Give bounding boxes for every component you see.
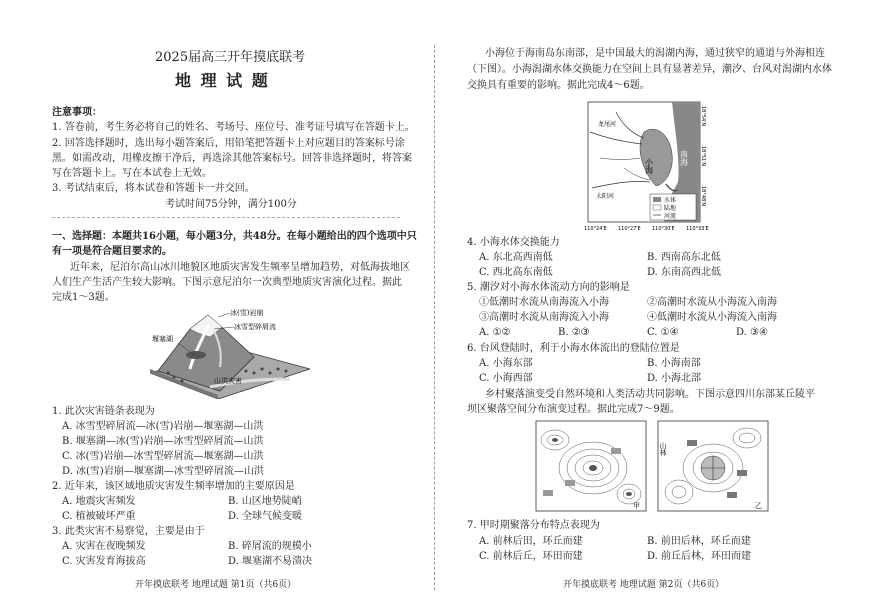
lon-label: 110°24′E: [584, 226, 607, 232]
option[interactable]: A. 小海东部: [479, 358, 533, 369]
option[interactable]: B. 小海南部: [647, 358, 701, 369]
question-stem: 1. 此次灾害链条表现为: [52, 406, 155, 417]
label-forest: 山林: [659, 442, 667, 456]
question-stem: 5. 潮汐对小海水体流动方向的影响是: [467, 282, 630, 293]
question-stem: 3. 此类灾害不易察觉，主要是由于: [52, 526, 205, 537]
option[interactable]: A. 地震灾害频发: [62, 496, 136, 507]
option[interactable]: C. 小海西部: [479, 373, 533, 384]
passage-line: 乡村聚落演变受自然环境和人类活动共同影响。下图示意四川东部某丘陵平: [485, 389, 815, 400]
notice-line: 写在答题卡上。写在本试卷上无效。: [52, 168, 212, 179]
statement: ④低潮时水流从小海流入南海: [647, 312, 777, 323]
lon-label: 110°30′E: [652, 226, 675, 232]
subject-title: 地 理 试 题: [175, 71, 270, 90]
section-heading: 一、选择题：本题共16小题，每小题3分，共48分。在每小题给出的四个选项中只: [52, 231, 417, 242]
lat-label: 18°48′N: [700, 186, 706, 207]
option[interactable]: A. ①②: [479, 327, 511, 338]
notice-heading: 注意事项：: [52, 107, 102, 118]
passage-line: 完成1～3题。: [52, 292, 115, 303]
label-ice-avalanche: 冰(雪)岩崩: [230, 309, 264, 317]
passage-line: 坝区聚落空间分布演变过程。据此完成7～9题。: [467, 404, 680, 415]
notice-line: 黑。如需改动，用橡皮擦干净后，再选涂其他答案标号。回答非选择题时，将答案: [52, 153, 412, 164]
section-heading: 有一项是符合题目要求的。: [52, 246, 172, 257]
settlement-map-b: [657, 420, 769, 512]
option[interactable]: D. 东南高西北低: [647, 267, 722, 278]
option[interactable]: C. 植被破坏严重: [62, 511, 136, 522]
lat-label: 18°51′N: [700, 146, 706, 167]
label-panel-a: 甲: [633, 502, 640, 510]
page-footer: 开年摸底联考 地理试题 第1页（共6页）: [135, 580, 297, 590]
label-ice-debris-flow: 冰雪型碎屑流: [234, 323, 276, 331]
option[interactable]: A. 冰雪型碎屑流—冰(雪)岩崩—堰塞湖—山洪: [62, 421, 264, 432]
statement: ③高潮时水流从南海流入小海: [479, 312, 609, 323]
statement: ②高潮时水流从小海流入南海: [647, 297, 777, 308]
separator: [52, 217, 400, 218]
option[interactable]: B. 堰塞湖—冰(雪)岩崩—冰雪型碎屑流—山洪: [62, 436, 264, 447]
notice-line: 3. 考试结束后，将本试卷和答题卡一并交回。: [52, 183, 255, 194]
option[interactable]: D. 全球气候变暖: [228, 511, 303, 522]
lon-label: 110°33′E: [686, 226, 709, 232]
label-dammed-lake: 堰塞湖: [152, 335, 173, 343]
option[interactable]: A. 前林后田，环丘而建: [479, 536, 583, 547]
option[interactable]: C. ①④: [647, 327, 679, 338]
legend-river: 河流: [664, 213, 677, 220]
question-stem: 6. 台风登陆时，利于小海水体流出的登陆位置是: [467, 343, 680, 354]
question-stem: 7. 甲时期聚落分布特点表现为: [467, 520, 600, 531]
passage-line: 小海位于海南岛东南部，是中国最大的潟湖内海，通过狭窄的通道与外海相连: [485, 48, 825, 59]
label-river-1: 龙尾河: [598, 121, 617, 128]
label-south-sea: 南海: [679, 150, 689, 166]
option[interactable]: C. 西北高东南低: [479, 267, 553, 278]
notice-line: 1. 答卷前，考生务必将自己的姓名、考场号、座位号、准考证号填写在答题卡上。: [52, 122, 415, 133]
passage-line: 人们生产生活产生较大影响。下图示意尼泊尔一次典型地质灾害演化过程。据此: [52, 277, 402, 288]
label-lagoon: 小海: [644, 158, 654, 174]
legend-land: 陆地: [664, 205, 677, 212]
label-panel-b: 乙: [755, 502, 762, 510]
option[interactable]: A. 东北高西南低: [479, 252, 553, 263]
passage-line: 近年来，尼泊尔高山冰川地貌区地质灾害发生频率呈增加趋势，对低海拔地区: [70, 262, 410, 273]
legend-water: 水体: [664, 197, 677, 204]
time-info: 考试时间75分钟，满分100分: [165, 199, 297, 210]
option[interactable]: A. 灾害在夜晚频发: [62, 541, 146, 552]
question-stem: 2. 近年来，该区域地质灾害发生频率增加的主要原因是: [52, 481, 295, 492]
lon-label: 110°27′E: [618, 226, 641, 232]
lat-label: 18°54′N: [700, 106, 706, 127]
option[interactable]: D. ③④: [736, 327, 768, 338]
option[interactable]: B. 前田后林，环丘而建: [647, 536, 751, 547]
question-stem: 4. 小海水体交换能力: [467, 237, 560, 248]
option[interactable]: B. 碎屑流的规模小: [228, 541, 312, 552]
option[interactable]: D. 前丘后林，环田而建: [647, 551, 752, 562]
option[interactable]: B. 西南高东北低: [647, 252, 721, 263]
option[interactable]: B. ②③: [558, 327, 590, 338]
statement: ①低潮时水流从南海流入小海: [479, 297, 609, 308]
option[interactable]: C. 冰(雪)岩崩—冰雪型碎屑流—堰塞湖—山洪: [62, 451, 264, 462]
option[interactable]: D. 冰(雪)岩崩—堰塞湖—冰雪型碎屑流—山洪: [62, 466, 264, 477]
option[interactable]: D. 小海北部: [647, 373, 702, 384]
settlement-map-a: [535, 420, 647, 512]
page-footer: 开年摸底联考 地理试题 第2页（共6页）: [563, 580, 725, 590]
option[interactable]: B. 山区地势陡峭: [228, 496, 302, 507]
option[interactable]: C. 灾害发育海拔高: [62, 556, 146, 567]
exam-title: 2025届高三开年摸底联考: [155, 50, 306, 65]
disaster-figure: [150, 307, 310, 399]
passage-line: （下图）。小海潟湖水体交换能力在空间上具有显著差异，潮汐、台风对潟湖内水体: [467, 64, 832, 75]
passage-line: 交换具有重要的影响。据此完成4～6题。: [467, 80, 650, 91]
label-river-2: 太阳河: [596, 193, 615, 200]
option[interactable]: C. 前林后丘，环田而建: [479, 551, 583, 562]
option[interactable]: D. 堰塞湖不易溃决: [228, 556, 313, 567]
lagoon-map: [580, 98, 730, 233]
page-2: [435, 0, 870, 615]
label-flood: 山洪灾害: [214, 377, 242, 385]
notice-line: 2. 回答选择题时，选出每小题答案后，用铅笔把答题卡上对应题目的答案标号涂: [52, 138, 405, 149]
